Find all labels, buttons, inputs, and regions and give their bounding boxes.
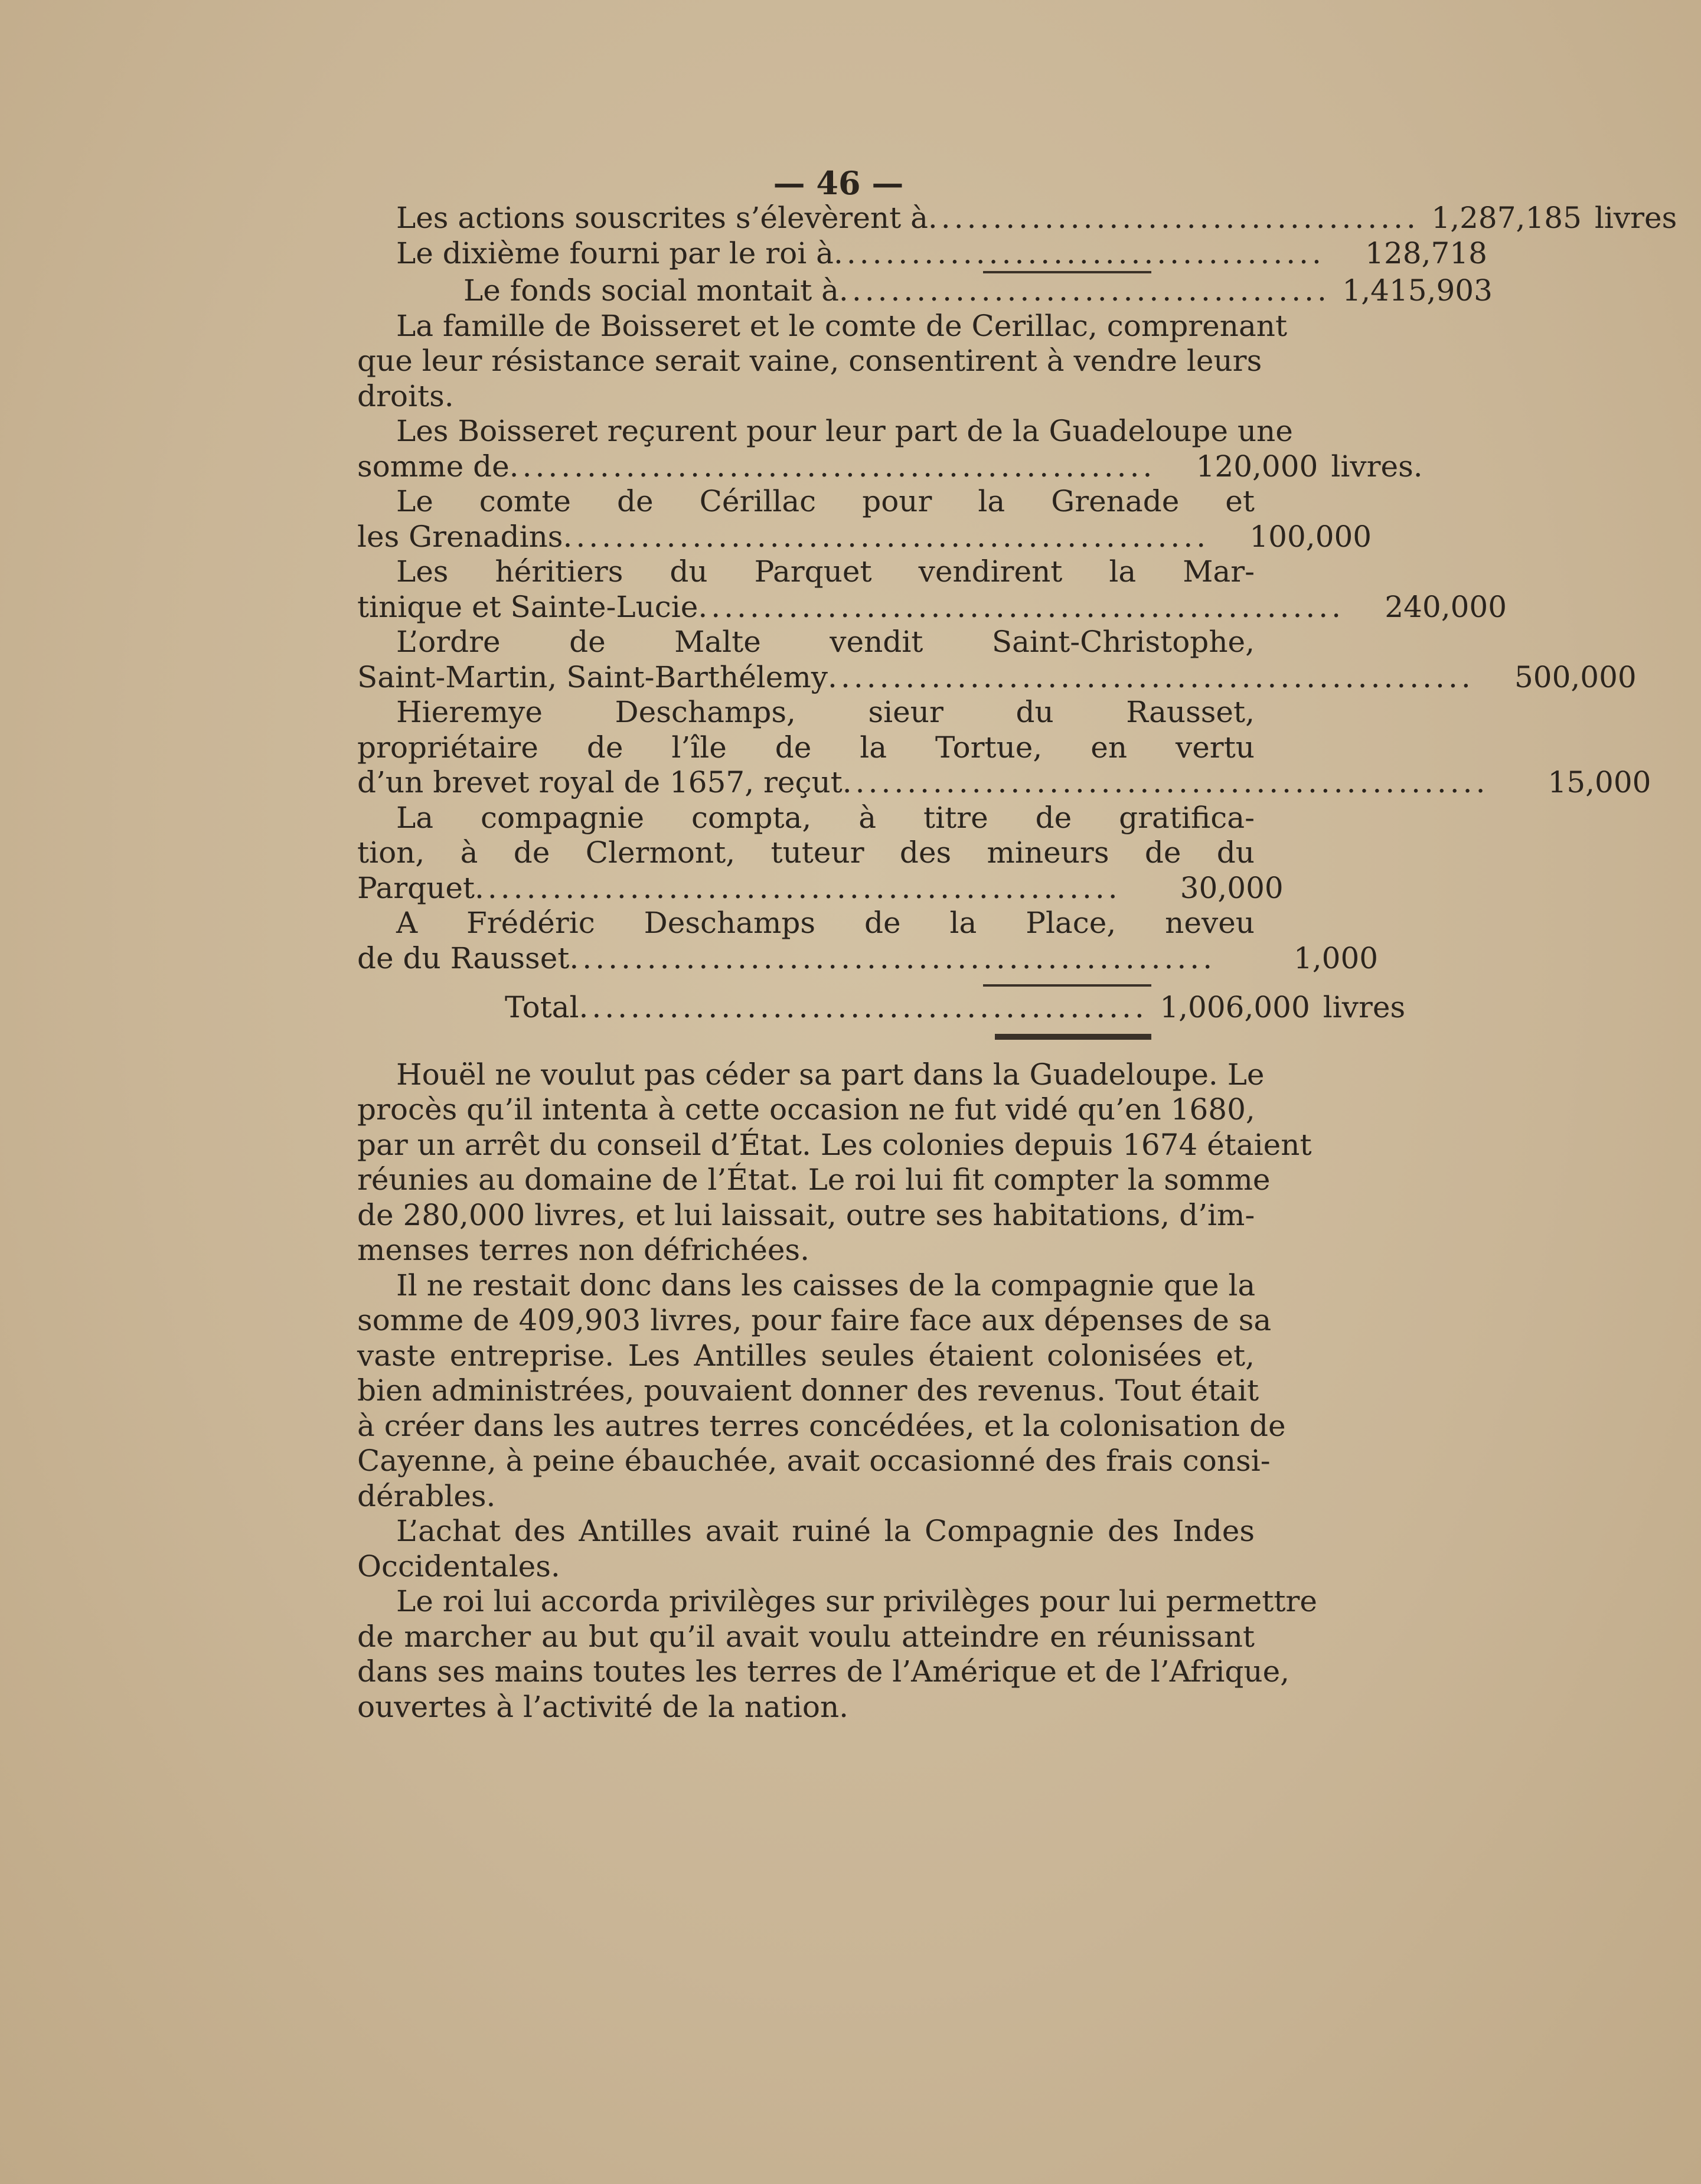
text-line: vaste entreprise. Les Antilles seules étaient colonisées et, xyxy=(357,1338,1255,1373)
text-line: réunies au domaine de l’État. Le roi lui fit compter la somme xyxy=(357,1163,1271,1197)
ledger-row xyxy=(357,589,1507,625)
text-line: Le roi lui accorda privilèges sur privilèges pour lui permettre xyxy=(396,1584,1317,1618)
ledger-label: d’un brevet royal de 1657, reçut xyxy=(357,765,843,799)
ledger-row xyxy=(357,519,1372,555)
ledger-value: 100,000 xyxy=(1249,519,1372,554)
text-line: Le comte de Cérillac pour la Grenade et xyxy=(396,484,1255,518)
ledger-value: 15,000 xyxy=(1547,765,1651,799)
text-line: Occidentales. xyxy=(357,1549,560,1584)
text-line: La compagnie compta, à titre de gratifica- xyxy=(396,800,1255,835)
page-number: — 46 — xyxy=(773,164,904,202)
leader-dots: .................................................. xyxy=(828,660,1474,694)
ledger-label: Le dixième fourni par le roi à xyxy=(396,236,834,270)
text-line: droits. xyxy=(357,378,454,413)
text-line: A Frédéric Deschamps de la Place, neveu xyxy=(396,906,1255,940)
ledger-entry xyxy=(357,554,1507,625)
leader-dots: .................................................. xyxy=(842,765,1489,799)
ledger-entry xyxy=(357,906,1379,976)
total-rule xyxy=(983,984,1151,987)
text-line: de marcher au but qu’il avait voulu atteindre en réunissant xyxy=(357,1619,1255,1654)
text-line: Hieremye Deschamps, sieur du Rausset, xyxy=(396,695,1255,729)
ledger-row xyxy=(357,870,1284,906)
ledger-label: Saint-Martin, Saint-Barthélemy xyxy=(357,660,828,694)
paragraph xyxy=(357,1514,1255,1584)
ledger-value: 240,000 xyxy=(1385,589,1507,624)
ledger-label: Parquet xyxy=(357,870,475,905)
ledger-row-dixieme xyxy=(357,236,1487,272)
ledger-entry xyxy=(357,625,1637,695)
double-rule xyxy=(995,1034,1151,1040)
ledger-label: Le fonds social montait à xyxy=(463,273,839,308)
text-line: Les héritiers du Parquet vendirent la Mar- xyxy=(396,554,1255,589)
total-value: 1,006,000 xyxy=(1160,990,1310,1024)
ledger-value: 1,287,185 xyxy=(1431,201,1582,235)
ledger-entry xyxy=(357,414,1423,484)
intro-paragraph xyxy=(357,308,1288,414)
text-line: menses terres non défrichées. xyxy=(357,1233,809,1267)
text-line: dérables. xyxy=(357,1478,496,1513)
ledger-row-total xyxy=(357,990,1406,1026)
ledger-top xyxy=(357,201,1677,309)
ledger-row-actions xyxy=(357,201,1677,236)
leader-dots: .................................................. xyxy=(698,589,1345,624)
leader-dots: ...................................... xyxy=(928,201,1419,235)
paragraph xyxy=(357,1057,1312,1268)
ledger-entry xyxy=(357,800,1284,906)
text-line: procès qu’il intenta à cette occasion ne fut vidé qu’en 1680, xyxy=(357,1092,1255,1127)
body-paragraphs xyxy=(357,1057,1317,1725)
leader-dots: .................................................. xyxy=(563,519,1210,554)
leader-dots: .................................................. xyxy=(509,449,1156,484)
ledger-unit: livres. xyxy=(1331,449,1423,484)
text-line: par un arrêt du conseil d’État. Les colonies depuis 1674 étaient xyxy=(357,1127,1312,1162)
text-line: La famille de Boisseret et le comte de Cerillac, comprenant xyxy=(396,308,1288,343)
text-line: que leur résistance serait vaine, consentirent à vendre leurs xyxy=(357,344,1262,378)
total-unit: livres xyxy=(1323,990,1406,1024)
ledger-label: les Grenadins xyxy=(357,519,563,554)
ledger-row xyxy=(357,765,1651,801)
ledger-label: de du Rausset xyxy=(357,941,570,975)
text-line: L’achat des Antilles avait ruiné la Compagnie des Indes xyxy=(396,1514,1255,1548)
ledger-value: 120,000 xyxy=(1196,449,1318,484)
ledger-value: 500,000 xyxy=(1514,660,1637,694)
text-line: ouvertes à l’activité de la nation. xyxy=(357,1689,849,1724)
text-line: Les Boisseret reçurent pour leur part de la Guadeloupe une xyxy=(396,414,1293,448)
text-line: propriétaire de l’île de la Tortue, en vertu xyxy=(357,730,1255,765)
ledger-row-fonds xyxy=(357,273,1493,309)
ledger-label: somme de xyxy=(357,449,510,484)
leader-dots: .................................................. xyxy=(569,941,1216,975)
text-line: somme de 409,903 livres, pour faire face aux dépenses de sa xyxy=(357,1303,1272,1337)
ledger-label: Les actions souscrites s’élevèrent à xyxy=(396,201,928,235)
ledger-value: 1,000 xyxy=(1293,941,1379,975)
text-line: Houël ne voulut pas céder sa part dans la Guadeloupe. Le xyxy=(396,1057,1265,1092)
ledger-entry xyxy=(357,695,1651,801)
ledger-row xyxy=(357,660,1637,696)
text-line: tion, à de Clermont, tuteur des mineurs de du xyxy=(357,835,1255,870)
ledger-entry xyxy=(357,484,1372,554)
paragraph xyxy=(357,1268,1286,1514)
leader-dots: ...................................... xyxy=(838,273,1330,308)
ledger-row xyxy=(357,449,1423,485)
leader-dots: ............................................ xyxy=(579,990,1148,1024)
ledger-label: tinique et Sainte-Lucie xyxy=(357,589,698,624)
ledger-unit: livres xyxy=(1594,201,1677,235)
leader-dots: .................................................. xyxy=(475,870,1121,905)
ledger-value: 128,718 xyxy=(1365,236,1487,270)
text-line: bien administrées, pouvaient donner des revenus. Tout était xyxy=(357,1373,1259,1408)
total-label: Total xyxy=(505,990,579,1024)
page-text xyxy=(357,164,1677,1725)
text-line: L’ordre de Malte vendit Saint-Christophe, xyxy=(396,625,1255,659)
text-line: de 280,000 livres, et lui laissait, outre ses habitations, d’im- xyxy=(357,1197,1255,1232)
ledger-row xyxy=(357,941,1379,977)
paragraph xyxy=(357,1584,1317,1725)
text-line: Cayenne, à peine ébauchée, avait occasionné des frais consi- xyxy=(357,1444,1271,1478)
ledger-value: 30,000 xyxy=(1180,870,1284,905)
text-line: à créer dans les autres terres concédées, et la colonisation de xyxy=(357,1408,1286,1443)
leader-dots: ...................................... xyxy=(833,236,1325,270)
ledger-entries xyxy=(357,414,1651,976)
text-line: dans ses mains toutes les terres de l’Amérique et de l’Afrique, xyxy=(357,1654,1290,1689)
text-line: Il ne restait donc dans les caisses de la compagnie que la xyxy=(396,1268,1256,1302)
ledger-value: 1,415,903 xyxy=(1342,273,1493,308)
